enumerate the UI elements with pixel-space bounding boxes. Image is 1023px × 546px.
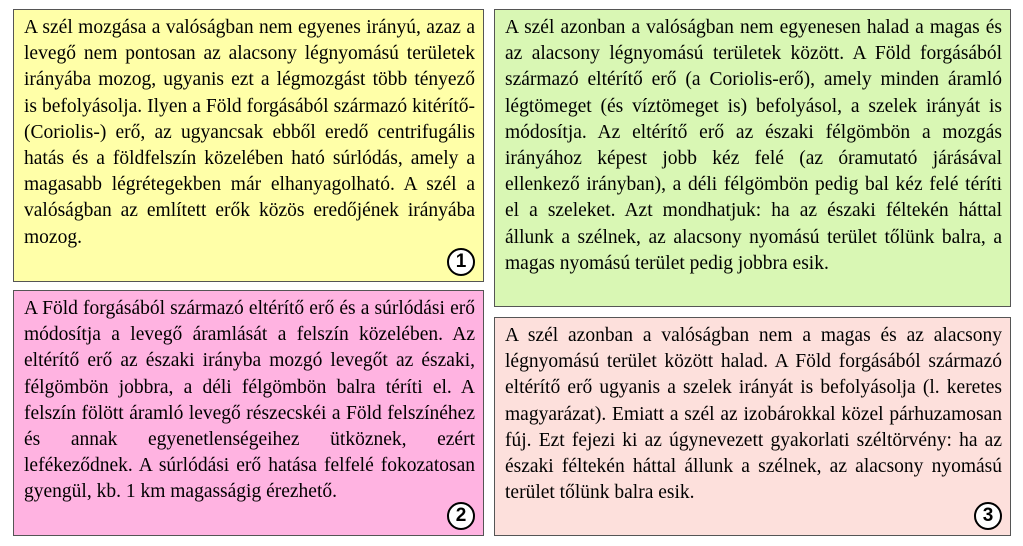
text-box-green-paragraph: A szél azonban a valóságban nem egyenesen halad a magas és az alacsony légnyomású területek között. A Föld forgásából származó eltérítő erő (a Coriolis-erő), amely minden áramló légtömeget (és víztömeget is) befolyásol, a szelek irányát is módosítja. Az eltérítő erő az északi félgömbön a mozgás irányához képest jobb kéz felé (az óramutató járásával ellenkező irányban), a déli félgömbön pedig bal kéz felé téríti el a szeleket. Azt mondhatjuk: ha az északi féltekén háttal állunk a szélnek, az alacsony nyomású terület tőlünk balra, a magas nyomású terület pedig jobbra esik. xyxy=(505,17,1002,274)
text-box-1-paragraph: A szél mozgása a valóságban nem egyenes irányú, azaz a levegő nem pontosan az alacsony légnyomású területek irányába mozog, ugyanis ezt a légmozgást több tényező is befolyásolja. Ilyen a Föld forgásából származó kitérítő- (Coriolis-) erő, az ugyancsak ebből eredő centrifugális hatás és a földfelszín közelében ható súrlódás, amely a magasabb légrétegekben már elhanyagolható. A szél a valóságban az említett erők közös eredőjének irányába mozog. xyxy=(24,17,475,248)
text-box-2-paragraph: A Föld forgásából származó eltérítő erő és a súrlódási erő módosítja a levegő áramlását a felszín közelében. Az eltérítő erő az északi irányba mozgó levegőt az északi, félgömbön jobbra, a déli félgömbön balra téríti el. A felszín fölött áramló levegő részecskéi a Föld felszínéhez és annak egyenetlenségeihez ütköznek, ezért lefékeződnek. A súrlódási erő hatása felfelé fokozatosan gyengül, kb. 1 km magasságig érezhető. xyxy=(24,298,475,503)
text-box-3 xyxy=(494,317,1011,536)
text-box-3-paragraph: A szél azonban a valóságban nem a magas és az alacsony légnyomású terület között halad. A Föld forgásából származó eltérítő erő ugyanis a szelek irányát is befolyásolja (l. keretes magyarázat). Emiatt a szél az izobárokkal közel párhuzamosan fúj. Ezt fejezi ki az úgynevezett gyakorlati széltörvény: ha az északi féltekén háttal állunk a szélnek, az alacsony nyomású terület tőlünk balra esik. xyxy=(505,325,1002,504)
text-box-1 xyxy=(13,9,484,282)
text-box-2 xyxy=(13,290,484,536)
number-badge-3: 3 xyxy=(974,502,1002,530)
number-badge-2: 2 xyxy=(447,502,475,530)
text-box-green xyxy=(494,9,1011,307)
number-badge-1: 1 xyxy=(447,248,475,276)
